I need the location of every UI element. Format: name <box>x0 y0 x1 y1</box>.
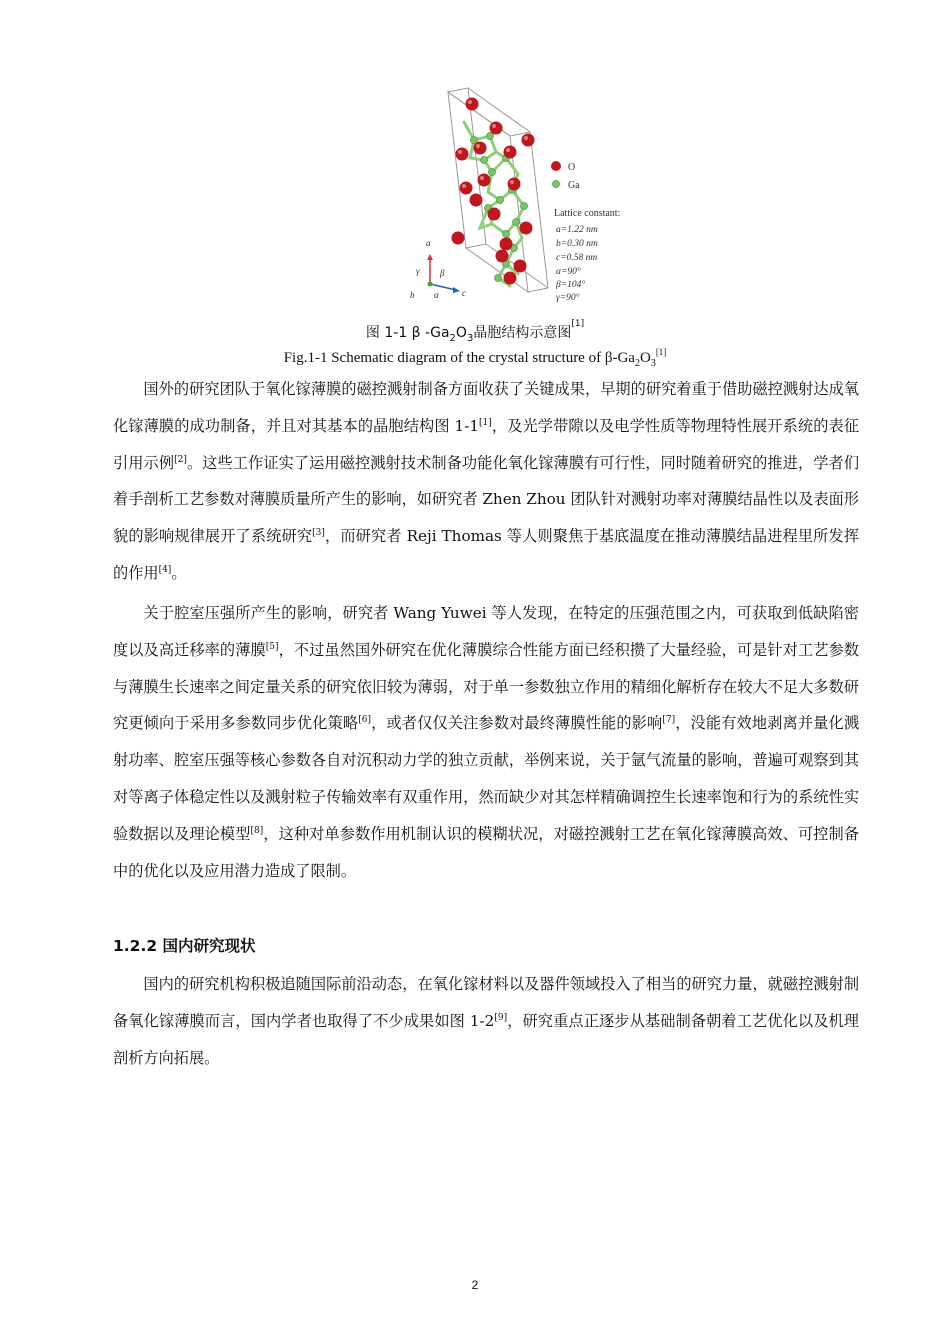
axis-b-label: b <box>410 290 415 300</box>
lattice-beta: β=104° <box>556 280 586 290</box>
citation: [2] <box>174 454 187 465</box>
lattice-a: a=1.22 nm <box>556 225 598 235</box>
lattice-alpha: α=90° <box>556 267 581 277</box>
citation: [7] <box>662 715 676 726</box>
axis-alpha-label: α <box>434 290 439 300</box>
citation: [6] <box>358 715 371 726</box>
citation: [5] <box>265 641 279 652</box>
citation: [8] <box>250 825 264 836</box>
paragraph-chamber-pressure: 关于腔室压强所产生的影响，研究者 Wang Yuwei 等人发现，在特定的压强范围之内，可获取到低缺陷密度以及高迁移率的薄膜[5]，不过虽然国外研究在优化薄膜综合性能方面已经积攒了大量经验，可是针对工艺参数与薄膜生长速率之间定量关系的研究依旧较为薄弱，对于单一参数独立作用的精细化解析存在较大不足大多数研究更倾向于采用多参数同步优化策略[6]，或者仅仅关注参数对最终薄膜性能的影响[7]，没能有效地剥离并量化溅射功率、腔室压强等核心参数各自对沉积动力学的独立贡献，举例来说，关于氩气流量的影响，普遍可观察到其对等离子体稳定性以及溅射粒子传输效率有双重作用，然而缺少对其怎样精确调控生长速率饱和行为的系统性实验数据以及理论模型[8]，这种对单参数作用机制认识的模糊状况，对磁控溅射工艺在氧化镓薄膜高效、可控制备中的优化以及应用潜力造成了限制。 <box>113 604 860 880</box>
figure-caption-en: Fig.1-1 Schematic diagram of the crystal structure of $\beta-Ga_2O_3[1]$ <box>283 347 667 369</box>
page-number: 2 <box>471 1278 479 1292</box>
axis-beta-label: β <box>440 268 445 278</box>
paragraph-foreign-research: 国外的研究团队于氧化镓薄膜的磁控溅射制备方面收获了关键成果，早期的研究着重于借助磁控溅射达成氧化镓薄膜的成功制备，并且对其基本的晶胞结构图 1-1[1]，及光学带隙以及电学性质等物理特性展开系统的表征引用示例[2]。这些工作证实了运用磁控溅射技术制备功能化氧化镓薄膜有可行性，同时随着研究的推进，学者们着手剖析工艺参数对薄膜质量所产生的影响，如研究者 Zhen Zhou 团队针对溅射功率对薄膜结晶性以及表面形貌的影响规律展开了系统研究[3]，而研究者 Reji Thomas 等人则聚焦于基底温度在推动薄膜结晶进程里所发挥的作用[4]。 <box>113 380 860 582</box>
citation: [1] <box>479 417 492 428</box>
lattice-gamma: γ=90° <box>556 293 580 303</box>
lattice-title: Lattice constant: <box>554 208 621 219</box>
citation: [9] <box>494 1012 508 1023</box>
section-heading: 1.2.2 国内研究现状 <box>113 937 256 955</box>
figure-caption-cn: 图 1-1 β $-Ga_2O_3$晶胞结构示意图[1] <box>365 319 585 344</box>
axis-c-label: c <box>462 288 466 298</box>
paragraph-domestic-research: 国内的研究机构积极追随国际前沿动态，在氧化镓材料以及器件领域投入了相当的研究力量，就磁控溅射制备氧化镓薄膜而言，国内学者也取得了不少成果如图 1-2[9]，研究重点正逐步从基础制备朝着工艺优化以及机理剖析方向拓展。 <box>113 975 859 1067</box>
lattice-c: c=0.58 nm <box>556 253 598 263</box>
axis-a-label: a <box>426 238 431 248</box>
legend-o-marker <box>551 161 561 171</box>
crystal-structure-figure <box>410 88 650 308</box>
legend-ga-marker <box>553 181 560 188</box>
citation: [4] <box>158 564 172 575</box>
lattice-b: b=0.30 nm <box>556 239 598 249</box>
axis-gamma-label: γ <box>416 266 420 276</box>
legend-ga-label: Ga <box>568 180 580 191</box>
citation: [3] <box>312 528 325 539</box>
legend-o-label: O <box>568 162 576 173</box>
